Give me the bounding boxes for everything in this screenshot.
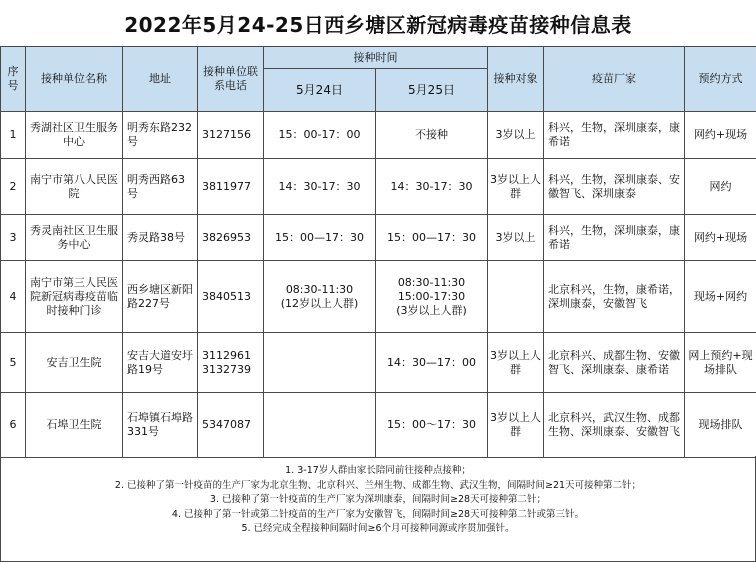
header-seq: 序号 <box>1 47 26 112</box>
cell-address: 秀灵路38号 <box>123 215 198 261</box>
cell-target: 3岁以上人群 <box>488 159 544 215</box>
cell-unit: 秀灵南社区卫生服务中心 <box>26 215 123 261</box>
header-target: 接种对象 <box>488 47 544 112</box>
cell-address: 石埠镇石埠路331号 <box>123 393 198 458</box>
cell-target: 3岁以上人群 <box>488 393 544 458</box>
cell-day1: 08:30-11:30 (12岁以上人群) <box>264 261 376 333</box>
table-row <box>1 261 756 333</box>
cell-target: 3岁以上 <box>488 215 544 261</box>
cell-day1 <box>264 333 376 393</box>
cell-phone: 3811977 <box>198 159 264 215</box>
vaccination-table <box>0 46 756 458</box>
cell-maker: 科兴，生物，深圳康泰，康希诺 <box>544 215 685 261</box>
header-maker: 疫苗厂家 <box>544 47 685 112</box>
table-row <box>1 333 756 393</box>
cell-day1: 15：00-17：00 <box>264 112 376 159</box>
cell-unit: 秀湖社区卫生服务中心 <box>26 112 123 159</box>
cell-phone: 3127156 <box>198 112 264 159</box>
cell-day2: 14：30-17：30 <box>376 159 488 215</box>
cell-phone: 3826953 <box>198 215 264 261</box>
cell-target: 3岁以上 <box>488 112 544 159</box>
header-address: 地址 <box>123 47 198 112</box>
cell-unit: 安吉卫生院 <box>26 333 123 393</box>
table-row <box>1 112 756 159</box>
note-line: 1. 3-17岁人群由家长陪同前往接种点接种； <box>285 465 471 476</box>
note-line: 2. 已接种了第一针疫苗的生产厂家为北京生物、北京科兴、兰州生物、成都生物、武汉生物，间隔时间≥21天可接种第二针； <box>114 479 642 491</box>
cell-unit: 石埠卫生院 <box>26 393 123 458</box>
header-time: 接种时间 <box>264 47 488 69</box>
header-day1: 5月24日 <box>264 69 376 112</box>
cell-phone: 3112961 3132739 <box>198 333 264 393</box>
header-day2: 5月25日 <box>376 69 488 112</box>
cell-address: 明秀东路232号 <box>123 112 198 159</box>
cell-address: 明秀西路63号 <box>123 159 198 215</box>
cell-method: 现场排队 <box>685 393 756 458</box>
cell-maker: 科兴，生物，深圳康泰、安徽智飞、深圳康泰 <box>544 159 685 215</box>
note-line: 4. 已接种了第一针或第二针疫苗的生产厂家为安徽智飞，间隔时间≥28天可接种第二针或第三针。 <box>171 508 585 520</box>
header-phone: 接种单位联系电话 <box>198 47 264 112</box>
cell-day1: 15：00—17：30 <box>264 215 376 261</box>
cell-method: 网约+现场 <box>685 112 756 159</box>
table-row <box>1 159 756 215</box>
table-row <box>1 393 756 458</box>
cell-day2: 15：00—17：30 <box>376 215 488 261</box>
cell-unit: 南宁市第三人民医院新冠病毒疫苗临时接种门诊 <box>26 261 123 333</box>
cell-maker: 科兴，生物，深圳康泰，康希诺 <box>544 112 685 159</box>
header-unit: 接种单位名称 <box>26 47 123 112</box>
cell-seq: 2 <box>1 159 26 215</box>
cell-phone: 5347087 <box>198 393 264 458</box>
cell-phone: 3840513 <box>198 261 264 333</box>
note-line: 5. 已经完成全程接种间隔时间≥6个月可接种同源或序贯加强针。 <box>241 523 515 534</box>
table-row <box>1 215 756 261</box>
cell-method: 网上预约+现场排队 <box>685 333 756 393</box>
cell-maker: 北京科兴，生物，康希诺，深圳康泰，安徽智飞 <box>544 261 685 333</box>
page-title: 2022年5月24-25日西乡塘区新冠病毒疫苗接种信息表 <box>124 12 632 37</box>
cell-method: 网约+现场 <box>685 215 756 261</box>
cell-day1 <box>264 393 376 458</box>
cell-day2: 08:30-11:30 15:00-17:30 (3岁以上人群) <box>376 261 488 333</box>
cell-unit: 南宁市第八人民医院 <box>26 159 123 215</box>
cell-seq: 4 <box>1 261 26 333</box>
cell-seq: 3 <box>1 215 26 261</box>
cell-method: 网约 <box>685 159 756 215</box>
cell-maker: 北京科兴，武汉生物、成都生物、深圳康泰、安徽智飞 <box>544 393 685 458</box>
cell-day2: 14：30—17：00 <box>376 333 488 393</box>
cell-day1: 14：30-17：30 <box>264 159 376 215</box>
cell-method: 现场+网约 <box>685 261 756 333</box>
cell-address: 西乡塘区新阳路227号 <box>123 261 198 333</box>
notes-section <box>0 456 756 562</box>
cell-target: 3岁以上人群 <box>488 333 544 393</box>
cell-address: 安吉大道安圩路19号 <box>123 333 198 393</box>
cell-seq: 5 <box>1 333 26 393</box>
cell-day2: 不接种 <box>376 112 488 159</box>
cell-target <box>488 261 544 333</box>
header-method: 预约方式 <box>685 47 756 112</box>
cell-seq: 1 <box>1 112 26 159</box>
cell-seq: 6 <box>1 393 26 458</box>
cell-maker: 北京科兴、成都生物、安徽智飞、深圳康泰、康希诺 <box>544 333 685 393</box>
note-line: 3. 已接种了第一针疫苗的生产厂家为深圳康泰，间隔时间≥28天可接种第二针； <box>209 494 547 505</box>
cell-day2: 15：00～17：30 <box>376 393 488 458</box>
